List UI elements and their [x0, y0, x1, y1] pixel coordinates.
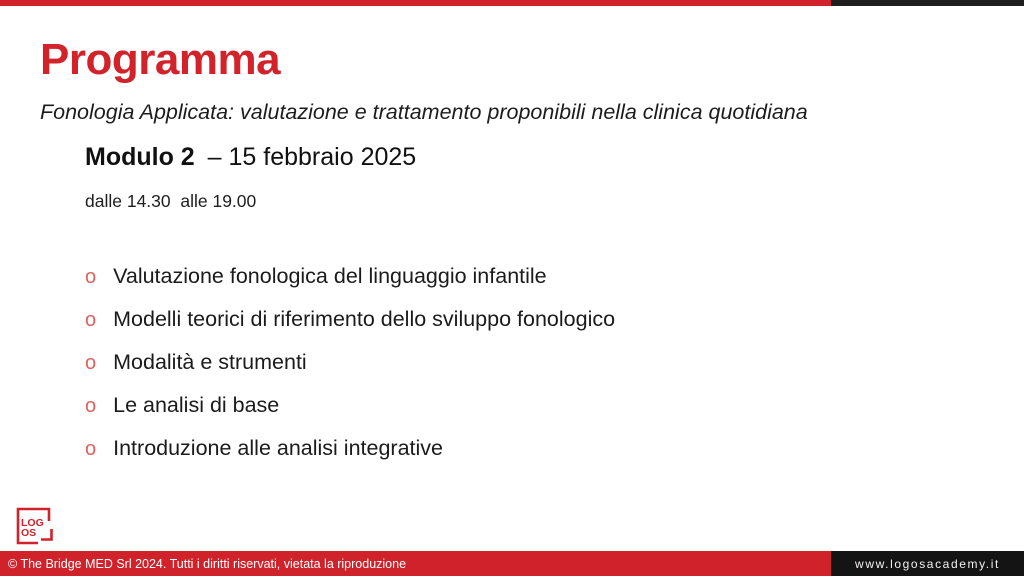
bullet-icon: o [85, 395, 97, 418]
bullet-text: Valutazione fonologica del linguaggio infantile [113, 264, 547, 288]
copyright-text: © The Bridge MED Srl 2024. Tutti i diritti riservati, vietata la riproduzione [8, 556, 407, 571]
list-item [85, 436, 615, 462]
bullet-icon: o [85, 309, 97, 332]
bullet-icon: o [85, 266, 97, 288]
page-title: Programma [40, 35, 281, 84]
copyright-bar [0, 551, 831, 576]
logos-logo [15, 506, 53, 546]
list-item [85, 350, 615, 376]
logo-line1: LOG [21, 517, 44, 529]
module-time: dalle 14.30 alle 19.00 [85, 191, 257, 211]
logos-logo-text [21, 518, 44, 538]
website-bar [831, 551, 1024, 576]
module-date: – 15 febbraio 2025 [207, 143, 417, 171]
bullet-text: Introduzione alle analisi integrative [113, 436, 443, 461]
module-name: Modulo 2 [85, 143, 195, 171]
logo-line2: OS [21, 527, 37, 539]
bullet-icon: o [85, 352, 97, 375]
slide-subtitle: Fonologia Applicata: valutazione e trattamento proponibili nella clinica quotidiana [40, 100, 808, 124]
bullet-list [85, 264, 615, 479]
bullet-text: Modelli teorici di riferimento dello sviluppo fonologico [113, 307, 616, 332]
top-bar-black-segment [831, 0, 1024, 6]
website-text: www.logosacademy.it [855, 556, 1000, 571]
bullet-text: Le analisi di base [113, 393, 280, 418]
top-accent-bar [0, 0, 1024, 6]
bullet-text: Modalità e strumenti [113, 350, 307, 375]
list-item [85, 264, 615, 290]
module-heading [85, 143, 416, 172]
footer-bar [0, 551, 1024, 576]
bullet-icon: o [85, 438, 97, 461]
list-item [85, 393, 615, 419]
list-item [85, 307, 615, 333]
top-bar-red-segment [0, 0, 831, 6]
